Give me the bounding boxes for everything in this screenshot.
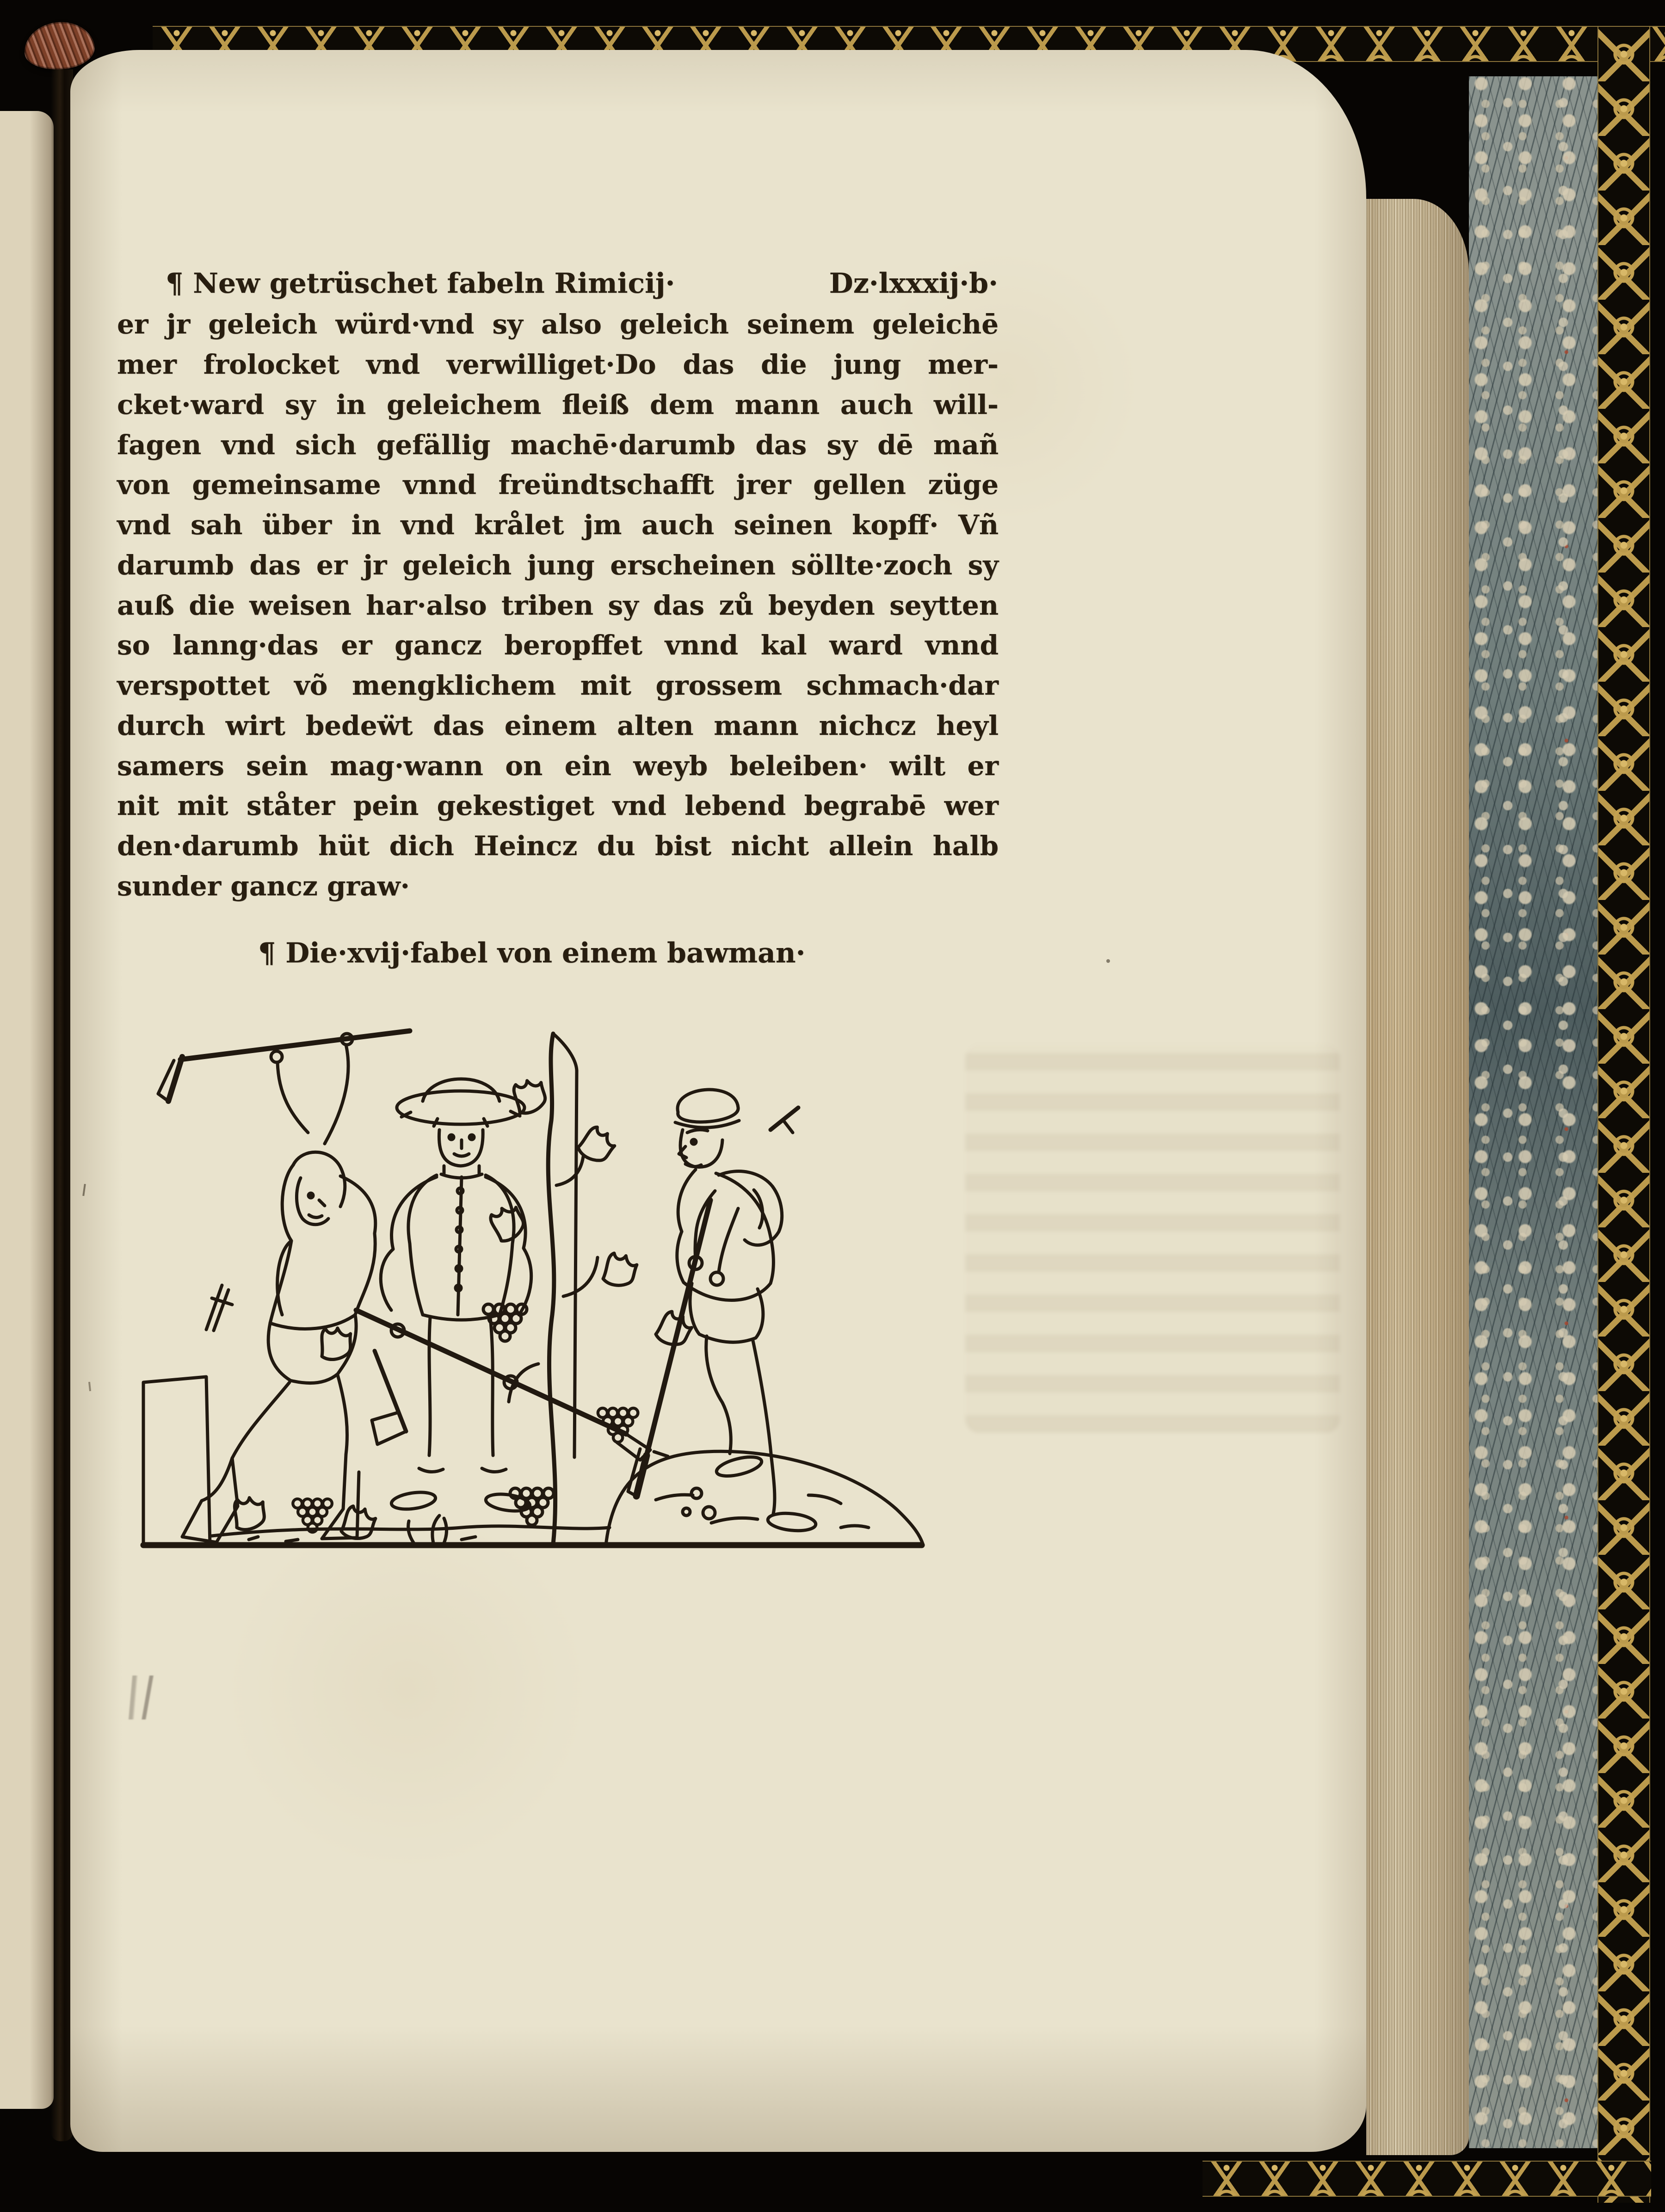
hoe-man: [356, 1079, 650, 1514]
marbled-endpaper: [1469, 76, 1597, 2148]
text-line: sunder gancz graw·: [117, 870, 410, 902]
folio-number: Dz·lxxxij·b·: [829, 267, 998, 300]
margin-mark: [82, 1184, 86, 1196]
spine-headband: [22, 18, 97, 73]
text-line: verspottet võ mengklichem mit grossem schmach·dar: [117, 670, 999, 701]
gilt-border-right: [1597, 27, 1650, 2203]
text-line: samers sein mag·wann on ein weyb beleiben· wilt er: [117, 750, 999, 782]
text-line: den·darumb hüt dich Heincz du bist nicht allein halb: [117, 830, 999, 862]
gilt-border-bottom: [1202, 2161, 1651, 2197]
text-line: auß die weisen har·also triben sy das zů beyden seytten: [117, 590, 999, 621]
margin-mark: [88, 1382, 91, 1391]
running-title-text: ¶ New getrüschet fabeln Rimicij·: [166, 267, 675, 300]
text-line: durch wirt bedeẅt das einem alten mann nichcz heyl: [117, 710, 999, 741]
ground: [143, 1377, 923, 1545]
text-line: so lanng·das er gancz beropffet vnnd kal ward vnnd: [117, 629, 999, 661]
text-line: er jr geleich würd·vnd sy also geleich seinem geleichē: [117, 308, 999, 340]
woodcut-illustration: [138, 991, 952, 1553]
text-line: vnd sah über in vnd krålet jm auch seinen kopff· Vñ: [117, 509, 999, 541]
ink-speck: [1106, 959, 1110, 963]
running-title: [166, 263, 998, 304]
text-line: von gemeinsame vnnd freündtschafft jrer gellen züge: [117, 469, 999, 500]
pencil-smudge: [96, 1676, 221, 1719]
text-line: mer frolocket vnd verwilliget·Do das die jung mer-: [117, 349, 999, 380]
woodcut-svg: [138, 991, 952, 1553]
text-line: cket·ward sy in geleichem fleiß dem mann auch will-: [117, 389, 999, 420]
book-page: [70, 50, 1366, 2152]
gutter-shadow: [51, 69, 73, 2141]
facing-page-edge: [0, 111, 54, 2109]
fable-caption: ¶ Die·xvij·fabel von einem bawman·: [258, 937, 806, 969]
text-line: fagen vnd sich gefällig machē·darumb das sy dē mañ: [117, 429, 999, 461]
mattock-man: [158, 1031, 410, 1542]
ink-showthrough: [965, 1044, 1340, 1433]
text-line: darumb das er jr geleich jung erscheinen söllte·zoch sy: [117, 549, 999, 581]
spade-man: [628, 1090, 817, 1533]
text-line: nit mit ståter pein gekestiget vnd lebend begrabē wer: [117, 790, 999, 821]
text-block-fore-edge: [1366, 199, 1469, 2155]
